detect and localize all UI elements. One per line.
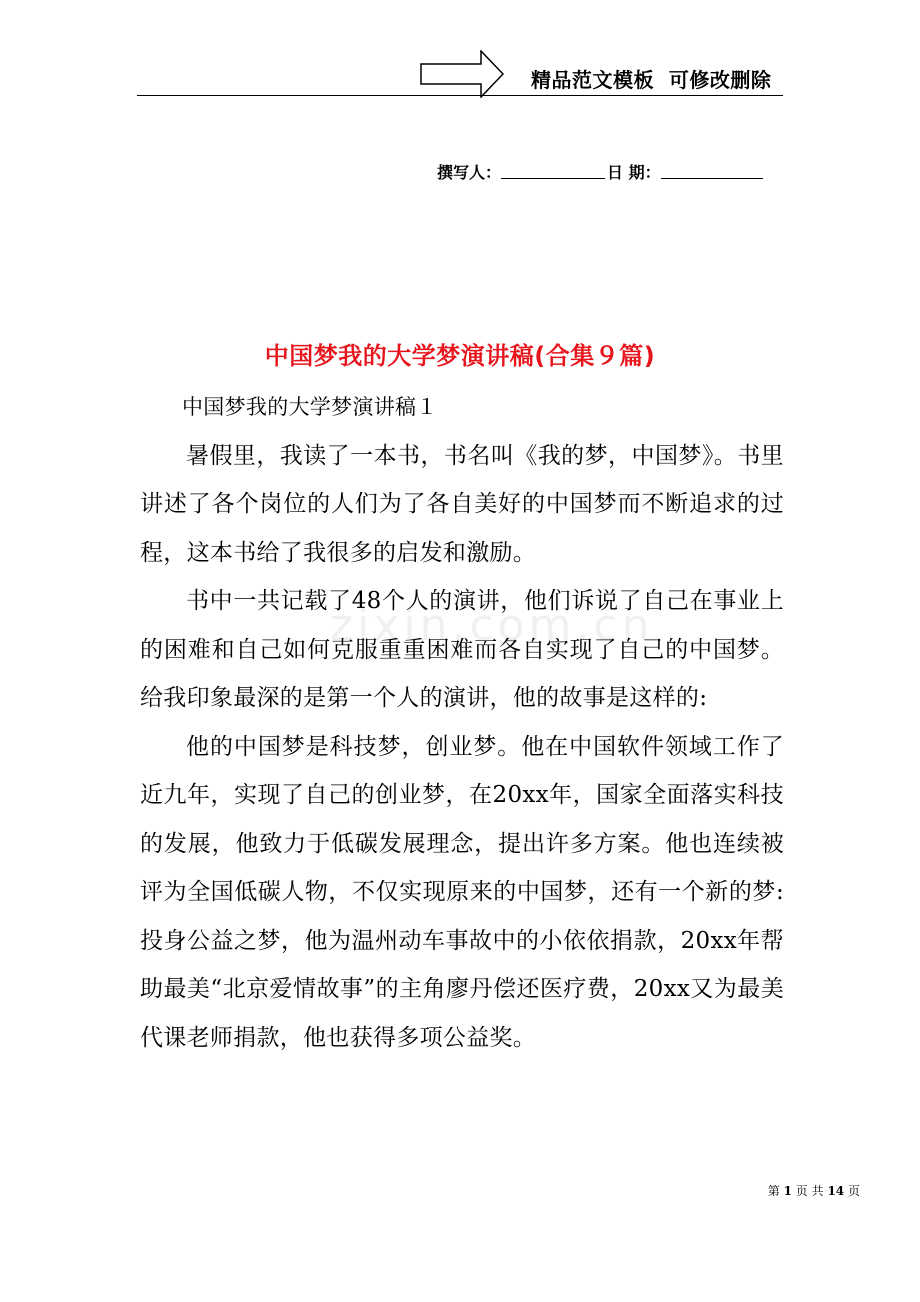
total-pages: 14 bbox=[827, 1184, 845, 1198]
document-title: 中国梦我的大学梦演讲稿(合集９篇) bbox=[264, 342, 656, 370]
date-field[interactable] bbox=[661, 160, 763, 179]
body-paragraph: 书中一共记载了48个人的演讲，他们诉说了自己在事业上的困难和自己如何克服重重困难而各自实现了自己的中国梦。给我印象最深的是第一个人的演讲，他的故事是这样的: bbox=[140, 588, 784, 711]
footer-prefix: 第 bbox=[767, 1184, 780, 1198]
watermark: zixin.com.cn bbox=[330, 600, 654, 651]
document-body bbox=[140, 383, 784, 1062]
page-footer bbox=[700, 1181, 860, 1201]
arrow-right-icon bbox=[420, 50, 504, 98]
body-paragraph: 他的中国梦是科技梦，创业梦。他在中国软件领域工作了近九年，实现了自己的创业梦，在20xx年，国家全面落实科技的发展，他致力于低碳发展理念，提出许多方案。他也连续被评为全国低碳人物，不仅实现原来的中国梦，还有一个新的梦:投身公益之梦，他为温州动车事故中的小依依捐款，20xx年帮助最美“北京爱情故事”的主角廖丹偿还医疗费，20xx又为最美代课老师捐款，他也获得多项公益奖。 bbox=[140, 733, 784, 1051]
author-field[interactable] bbox=[501, 160, 605, 179]
author-label: 撰写人： bbox=[437, 163, 502, 182]
header-divider bbox=[137, 95, 783, 96]
current-page: 1 bbox=[783, 1184, 792, 1198]
meta-row bbox=[437, 160, 783, 186]
footer-middle: 页 共 bbox=[795, 1184, 824, 1198]
section-subtitle: 中国梦我的大学梦演讲稿１ bbox=[182, 395, 438, 419]
footer-suffix: 页 bbox=[847, 1184, 860, 1198]
date-label: 日 期： bbox=[607, 163, 661, 182]
header-label: 精品范文模板 可修改删除 bbox=[531, 68, 772, 92]
body-paragraph: 暑假里，我读了一本书，书名叫《我的梦，中国梦》。书里讲述了各个岗位的人们为了各自美好的中国梦而不断追求的过程，这本书给了我很多的启发和激励。 bbox=[140, 442, 784, 566]
